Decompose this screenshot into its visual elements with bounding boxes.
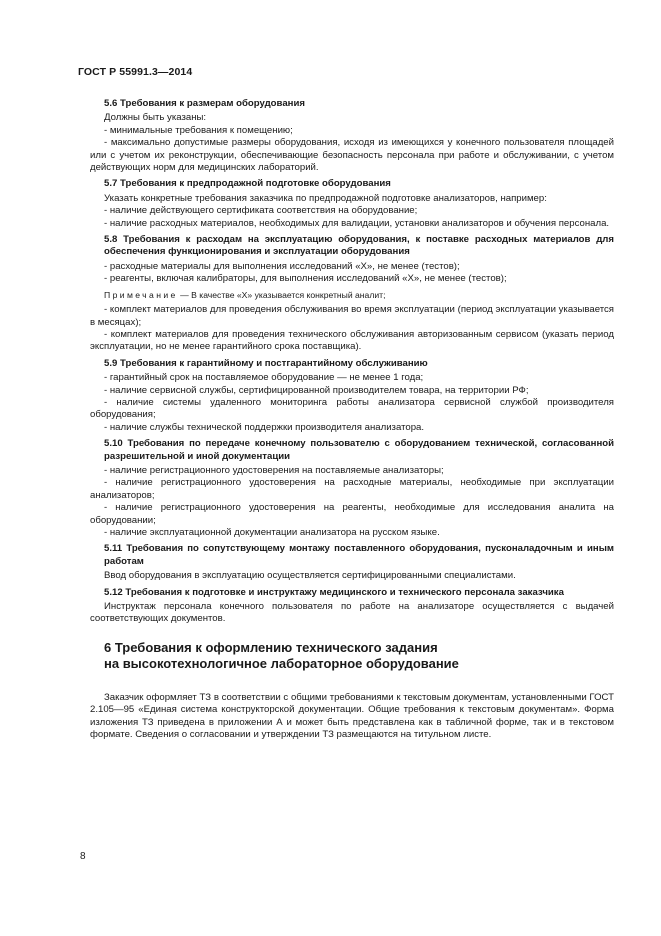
page-number: 8 [80, 851, 86, 862]
list-item: - максимально допустимые размеры оборудования, исходя из имеющихся у конечного пользователя площадей или с учетом их реконструкции, обеспечивающие безопасность персонала при работе и обслуживании, с учетом действующих норм для медицинских лабораторий. [90, 137, 614, 174]
paragraph: Указать конкретные требования заказчика по предпродажной подготовке анализаторов, например: [104, 192, 547, 204]
list-item: - наличие регистрационного удостоверения на поставляемые анализаторы; [104, 464, 444, 476]
paragraph: Ввод оборудования в эксплуатацию осуществляется сертифицированными специалистами. [104, 570, 516, 582]
section-5-6-heading: 5.6 Требования к размерам оборудования [104, 98, 305, 109]
section-6-heading-line2: на высокотехнологичное лабораторное оборудование [104, 655, 459, 671]
document-header: ГОСТ Р 55991.3—2014 [78, 66, 193, 78]
list-item: - минимальные требования к помещению; [104, 124, 293, 136]
list-item: - наличие регистрационного удостоверения на расходные материалы, необходимые при эксплуатации анализаторов; [90, 477, 614, 501]
paragraph: Должны быть указаны: [104, 112, 207, 124]
section-6-heading-line1: 6 Требования к оформлению технического задания [104, 639, 438, 655]
list-item: - наличие системы удаленного мониторинга работы анализатора сервисной службой производителя оборудования; [90, 396, 614, 421]
section-5-10-heading: 5.10 Требования по передаче конечному пользователю с оборудованием технической, согласованной разрешительной и иной документации [104, 438, 614, 462]
section-6-heading [90, 640, 614, 672]
note-label: Примечание [104, 289, 178, 300]
list-item: - гарантийный срок на поставляемое оборудование — не менее 1 года; [104, 372, 424, 384]
list-item: - наличие эксплуатационной документации анализатора на русском языке. [104, 527, 440, 538]
section-5-8-heading: 5.8 Требования к расходам на эксплуатацию оборудования, к поставке расходных материалов для обеспечения функционирования и эксплуатации оборудования [104, 234, 614, 258]
list-item: - реагенты, включая калибраторы, для выполнения исследований «X», не менее (тестов); [104, 273, 507, 285]
section-5-7-heading: 5.7 Требования к предпродажной подготовке оборудования [104, 178, 391, 190]
paragraph: Инструктаж персонала конечного пользователя по работе на анализаторе осуществляется с выдачей соответствующих документов. [90, 601, 614, 625]
list-item: - комплект материалов для проведения обслуживания во время эксплуатации (период эксплуатации указывается в месяцах); [90, 304, 614, 328]
list-item: - наличие сервисной службы, сертифицированной производителем товара, на территории РФ; [104, 384, 529, 396]
section-5-11-heading: 5.11 Требования по сопутствующему монтажу поставленного оборудования, пусконаладочным и иным работам [104, 543, 614, 567]
list-item: - наличие службы технической поддержки производителя анализатора. [104, 421, 425, 433]
list-item: - расходные материалы для выполнения исследований «X», не менее (тестов); [104, 260, 460, 272]
note [90, 289, 614, 301]
list-item: - наличие действующего сертификата соответствия на оборудование; [104, 205, 418, 217]
list-item: - наличие расходных материалов, необходимых для валидации, установки анализаторов и обучения персонала. [104, 217, 610, 229]
section-5-12-heading: 5.12 Требования к подготовке и инструктажу медицинского и технического персонала заказчика [104, 586, 564, 598]
document-body [90, 94, 614, 741]
list-item: - наличие регистрационного удостоверения на реагенты, необходимые для исследования аналита на оборудовании; [90, 502, 614, 526]
note-text: — В качестве «X» указывается конкретный аналит; [180, 289, 386, 300]
paragraph: Заказчик оформляет ТЗ в соответствии с общими требованиями к текстовым документам, установленными ГОСТ 2.105—95 «Единая система конструкторской документации. Общие требования к текстовым документам». Форма изложения ТЗ приведена в приложении А и может быть представлена как в табличной форме, так и в текстовом формате. Сведения о согласовании и утверждении ТЗ размещаются на титульном листе. [90, 691, 614, 741]
section-5-9-heading: 5.9 Требования к гарантийному и постгарантийному обслуживанию [104, 357, 428, 369]
list-item: - комплект материалов для проведения технического обслуживания авторизованным сервисом (указать период эксплуатации, но не менее гарантийного срока поставщика). [90, 328, 614, 353]
